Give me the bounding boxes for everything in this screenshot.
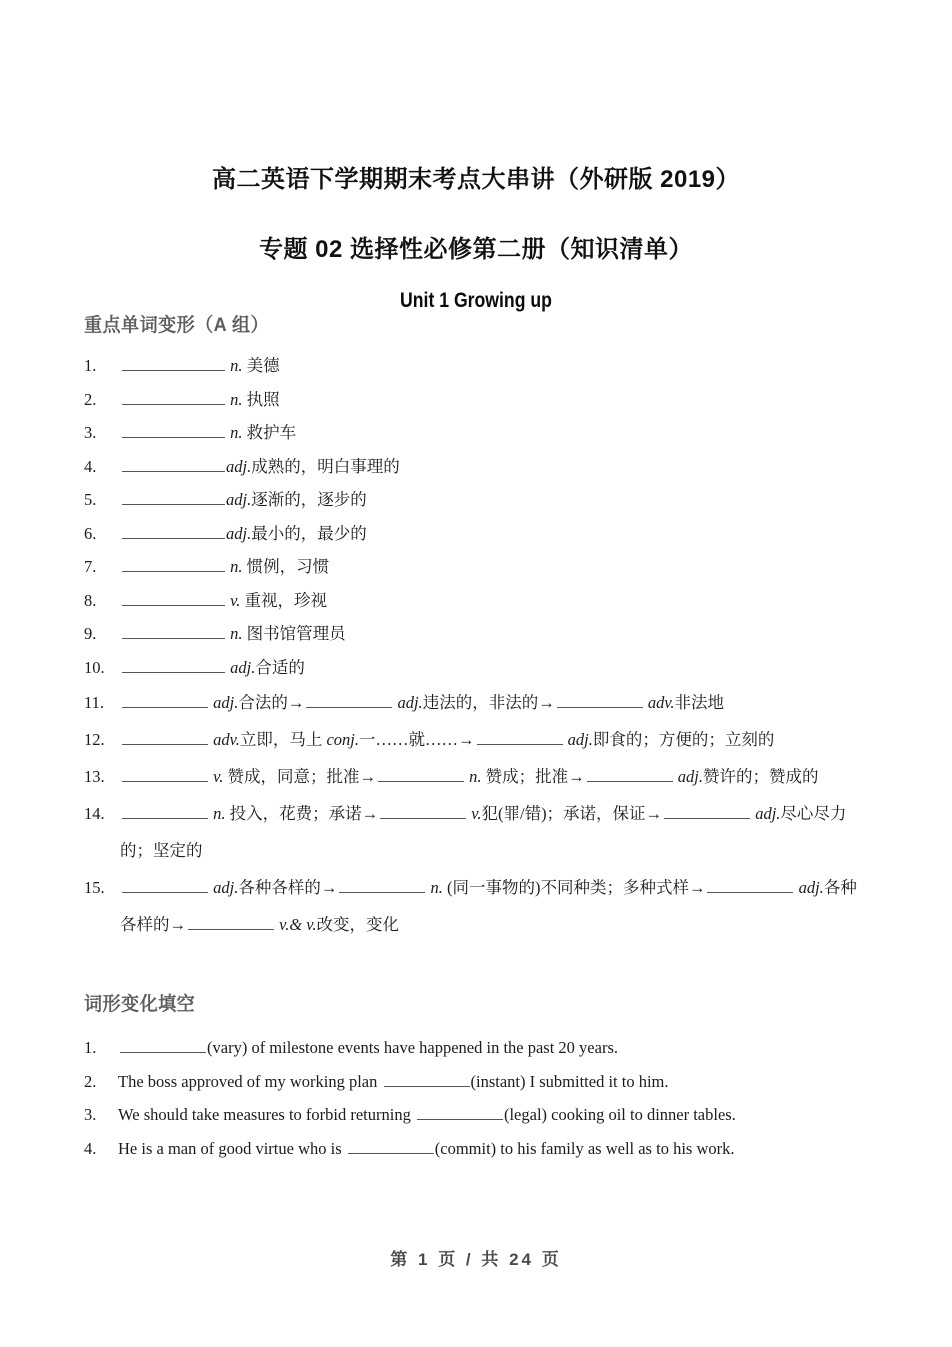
answer-blank[interactable]	[707, 879, 793, 893]
answer-blank[interactable]	[417, 1106, 503, 1120]
word-form-item	[84, 450, 868, 484]
sentence-text-after: to his family as well as to his work.	[496, 1138, 735, 1158]
word-form-item	[84, 721, 868, 758]
answer-blank[interactable]	[122, 592, 225, 606]
definition-text: 重视，珍视	[240, 590, 327, 610]
answer-blank[interactable]	[122, 357, 225, 371]
page-footer	[0, 1245, 952, 1270]
definition-text: 赞成，同意；批准→	[223, 767, 376, 786]
item-number: 15.	[84, 878, 105, 897]
word-form-item	[84, 869, 868, 943]
answer-blank[interactable]	[120, 1039, 206, 1053]
answer-blank[interactable]	[122, 424, 225, 438]
definition-text: 成熟的，明白事理的	[251, 456, 400, 476]
answer-blank[interactable]	[306, 694, 392, 708]
definition-text: 逐渐的，逐步的	[251, 490, 367, 509]
part-of-speech: v.& v.	[279, 915, 317, 934]
definition-text: (同一事物的)不同种类；多种式样→	[442, 878, 706, 897]
answer-blank[interactable]	[664, 805, 750, 819]
answer-blank[interactable]	[378, 768, 464, 782]
unit-title: Unit 1 Growing up	[400, 289, 552, 312]
item-number: 9.	[84, 624, 97, 643]
footer-current-page: 1	[417, 1250, 431, 1269]
sentence-text-before: The boss approved of my working plan	[118, 1071, 382, 1091]
part-of-speech: n.	[230, 389, 243, 409]
item-number: 12.	[84, 730, 105, 749]
answer-blank[interactable]	[384, 1073, 470, 1087]
document-subtitle: 专题 02 选择性必修第二册（知识清单）	[258, 235, 694, 263]
word-form-item	[84, 651, 868, 685]
word-form-item	[84, 517, 868, 551]
item-number: 8.	[84, 590, 97, 610]
definition-text: 救护车	[242, 423, 297, 442]
part-of-speech: n.	[230, 624, 243, 643]
word-form-item	[84, 795, 868, 869]
word-form-item	[84, 550, 868, 584]
answer-blank[interactable]	[122, 768, 208, 782]
answer-blank[interactable]	[122, 391, 225, 405]
item-number: 1.	[84, 1038, 97, 1057]
part-of-speech: v.	[213, 767, 224, 786]
definition-text: 犯(罪/错)；承诺，保证→	[481, 804, 663, 823]
answer-blank[interactable]	[348, 1140, 434, 1154]
sentence-text-before: He is a man of good virtue who is	[118, 1138, 346, 1158]
part-of-speech: n.	[230, 356, 243, 375]
part-of-speech: v.	[471, 804, 482, 823]
item-number: 7.	[84, 557, 97, 576]
part-of-speech: adv.	[213, 730, 240, 749]
answer-blank[interactable]	[380, 805, 466, 819]
part-of-speech: adj.	[755, 804, 781, 823]
item-number: 3.	[84, 423, 97, 442]
part-of-speech: adj.	[230, 657, 256, 677]
definition-text: 非法地	[674, 693, 725, 712]
part-of-speech: adj.	[226, 523, 252, 543]
part-of-speech: n.	[213, 804, 226, 823]
word-form-list	[84, 349, 868, 943]
definition-text: 各种各样的→	[120, 878, 857, 934]
answer-blank[interactable]	[122, 805, 208, 819]
word-form-item	[84, 617, 868, 651]
answer-blank[interactable]	[122, 525, 225, 539]
part-of-speech: adj.	[226, 456, 252, 476]
item-number: 14.	[84, 804, 105, 823]
answer-blank[interactable]	[122, 731, 208, 745]
answer-blank[interactable]	[122, 458, 225, 472]
word-form-item	[84, 483, 868, 517]
part-of-speech: n.	[230, 557, 243, 576]
fill-blank-list	[84, 1031, 868, 1165]
fill-blank-item	[84, 1065, 868, 1099]
definition-text: 一……就……→	[359, 730, 475, 749]
part-of-speech: adj.	[397, 693, 423, 712]
part-of-speech: adj.	[213, 693, 239, 712]
sentence-text-after: of milestone events have happened in the past 20 years.	[247, 1038, 618, 1057]
definition-text: 图书馆管理员	[242, 624, 346, 643]
answer-blank[interactable]	[477, 731, 563, 745]
sentence-text-after: I submitted it to him.	[525, 1071, 669, 1091]
sentence-text-after: cooking oil to dinner tables.	[547, 1105, 736, 1124]
sentence-text-before: We should take measures to forbid returning	[118, 1105, 415, 1124]
item-number: 13.	[84, 767, 105, 786]
part-of-speech: n.	[469, 767, 482, 786]
part-of-speech: n.	[430, 878, 443, 897]
answer-blank[interactable]	[122, 879, 208, 893]
definition-text: 赞许的；赞成的	[702, 767, 819, 786]
word-form-item	[84, 584, 868, 618]
part-of-speech: adj.	[677, 767, 703, 786]
footer-total-pages: 24	[509, 1250, 535, 1269]
word-hint: (vary)	[207, 1038, 248, 1057]
definition-text: 改变，变化	[316, 915, 400, 934]
footer-prefix: 第	[390, 1250, 411, 1269]
fill-blank-item	[84, 1098, 868, 1132]
answer-blank[interactable]	[188, 916, 274, 930]
item-number: 2.	[84, 389, 97, 409]
part-of-speech: adv.	[647, 693, 675, 712]
definition-text: 合法的→	[238, 693, 305, 712]
word-form-item	[84, 416, 868, 450]
fill-blank-item	[84, 1031, 868, 1065]
definition-text: 尽心尽力的；坚定的	[120, 804, 847, 860]
part-of-speech: n.	[230, 423, 243, 442]
answer-blank[interactable]	[122, 694, 208, 708]
document-title: 高二英语下学期期末考点大串讲（外研版 2019）	[211, 166, 741, 194]
word-form-item	[84, 758, 868, 795]
answer-blank[interactable]	[122, 491, 225, 505]
item-number: 6.	[84, 523, 97, 543]
word-form-item	[84, 349, 868, 383]
part-of-speech: conj.	[326, 730, 360, 749]
footer-suffix: 页	[541, 1250, 562, 1269]
item-number: 2.	[84, 1071, 97, 1091]
fill-blank-item	[84, 1132, 868, 1166]
definition-text: 赞成；批准→	[481, 767, 585, 786]
definition-text: 美德	[242, 356, 280, 375]
section-heading-fill-blanks: 词形变化填空	[84, 994, 196, 1015]
definition-text: 执照	[242, 389, 280, 409]
answer-blank[interactable]	[557, 694, 643, 708]
word-form-item	[84, 383, 868, 417]
word-hint: (instant)	[470, 1071, 526, 1091]
answer-blank[interactable]	[122, 558, 225, 572]
item-number: 1.	[84, 356, 97, 375]
footer-separator: 页 / 共	[438, 1250, 502, 1269]
word-form-item	[84, 684, 868, 721]
word-hint: (commit)	[434, 1138, 497, 1158]
definition-text: 违法的，非法的→	[422, 693, 555, 712]
document-content	[84, 310, 868, 1165]
answer-blank[interactable]	[587, 768, 673, 782]
item-number: 4.	[84, 1138, 97, 1158]
part-of-speech: v.	[230, 590, 241, 610]
item-number: 4.	[84, 456, 97, 476]
item-number: 11.	[84, 693, 105, 712]
answer-blank[interactable]	[339, 879, 425, 893]
item-number: 3.	[84, 1105, 97, 1124]
part-of-speech: adj.	[798, 878, 824, 897]
definition-text: 即食的；方便的；立刻的	[592, 730, 775, 749]
definition-text: 立即，马上	[239, 730, 327, 749]
answer-blank[interactable]	[122, 625, 225, 639]
part-of-speech: adj.	[226, 490, 252, 509]
item-number: 10.	[84, 657, 105, 677]
definition-text: 惯例，习惯	[242, 557, 330, 576]
definition-text: 最小的，最少的	[251, 523, 367, 543]
definition-text: 合适的	[255, 657, 305, 677]
answer-blank[interactable]	[122, 659, 225, 673]
definition-text: 各种各样的→	[238, 878, 338, 897]
item-number: 5.	[84, 490, 97, 509]
part-of-speech: adj.	[213, 878, 239, 897]
section-heading-word-forms: 重点单词变形（A 组）	[84, 315, 270, 336]
definition-text: 投入，花费；承诺→	[225, 804, 379, 823]
word-hint: (legal)	[503, 1105, 548, 1124]
part-of-speech: adj.	[567, 730, 593, 749]
